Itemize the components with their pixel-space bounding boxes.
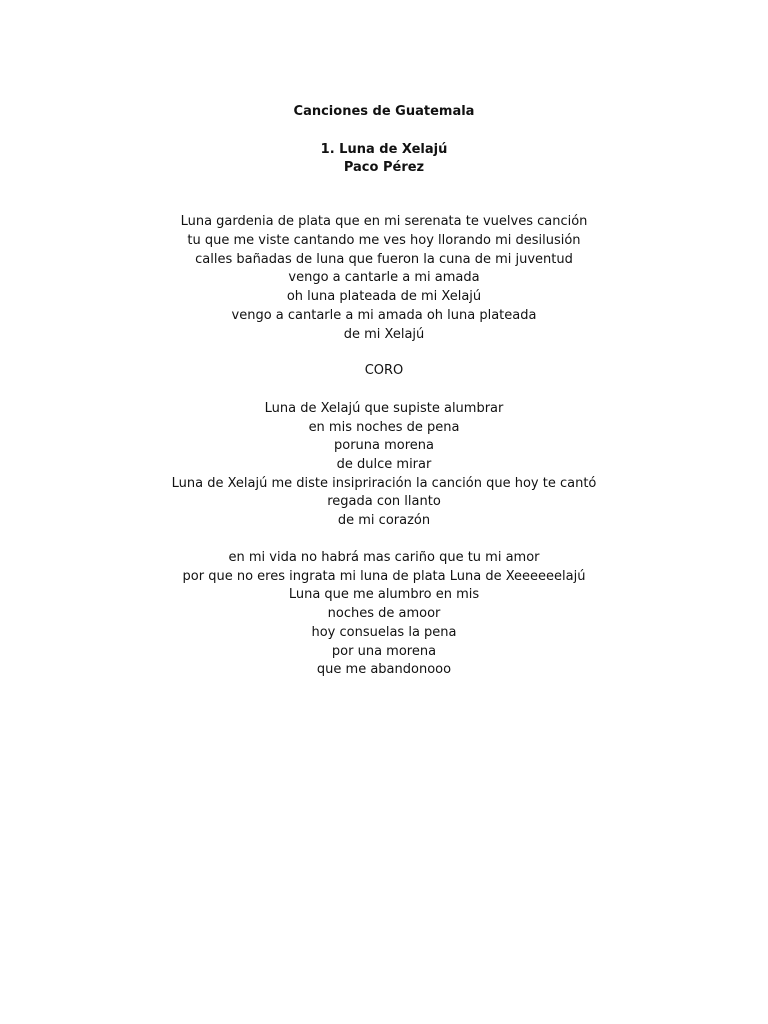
song-title: 1. Luna de Xelajú [320,142,448,157]
lyric-line: en mis noches de pena [308,420,460,435]
lyric-line: regada con llanto [327,494,441,509]
lyric-line: por una morena [331,644,437,659]
lyric-line: Luna de Xelajú que supiste alumbrar [264,401,504,416]
lyric-line: Luna que me alumbro en mis [288,587,480,602]
lyric-line: que me abandonooo [316,662,452,677]
lyric-line: de mi corazón [337,513,431,528]
lyric-line: tu que me viste cantando me ves hoy llorando mi desilusión [187,233,581,248]
lyric-line: en mi vida no habrá mas cariño que tu mi amor [228,550,540,565]
lyric-line: oh luna plateada de mi Xelajú [286,289,482,304]
song-author: Paco Pérez [343,160,425,175]
collection-title: Canciones de Guatemala [293,104,475,119]
lyric-line: noches de amoor [327,606,441,621]
lyric-line: hoy consuelas la pena [311,625,457,640]
lyric-line: Luna gardenia de plata que en mi serenata te vuelves canción [180,214,588,229]
lyric-line: de dulce mirar [336,457,432,472]
lyric-line: Luna de Xelajú me diste insipriración la canción que hoy te cantó [171,476,597,491]
lyric-line: vengo a cantarle a mi amada oh luna plateada [231,308,537,323]
lyric-line: calles bañadas de luna que fueron la cuna de mi juventud [195,252,573,267]
lyric-line: vengo a cantarle a mi amada [288,270,480,285]
coro-heading: CORO [364,363,404,378]
lyric-line: poruna morena [333,438,434,453]
lyric-line: de mi Xelajú [343,327,425,342]
lyric-line: por que no eres ingrata mi luna de plata Luna de Xeeeeeelajú [182,569,586,584]
